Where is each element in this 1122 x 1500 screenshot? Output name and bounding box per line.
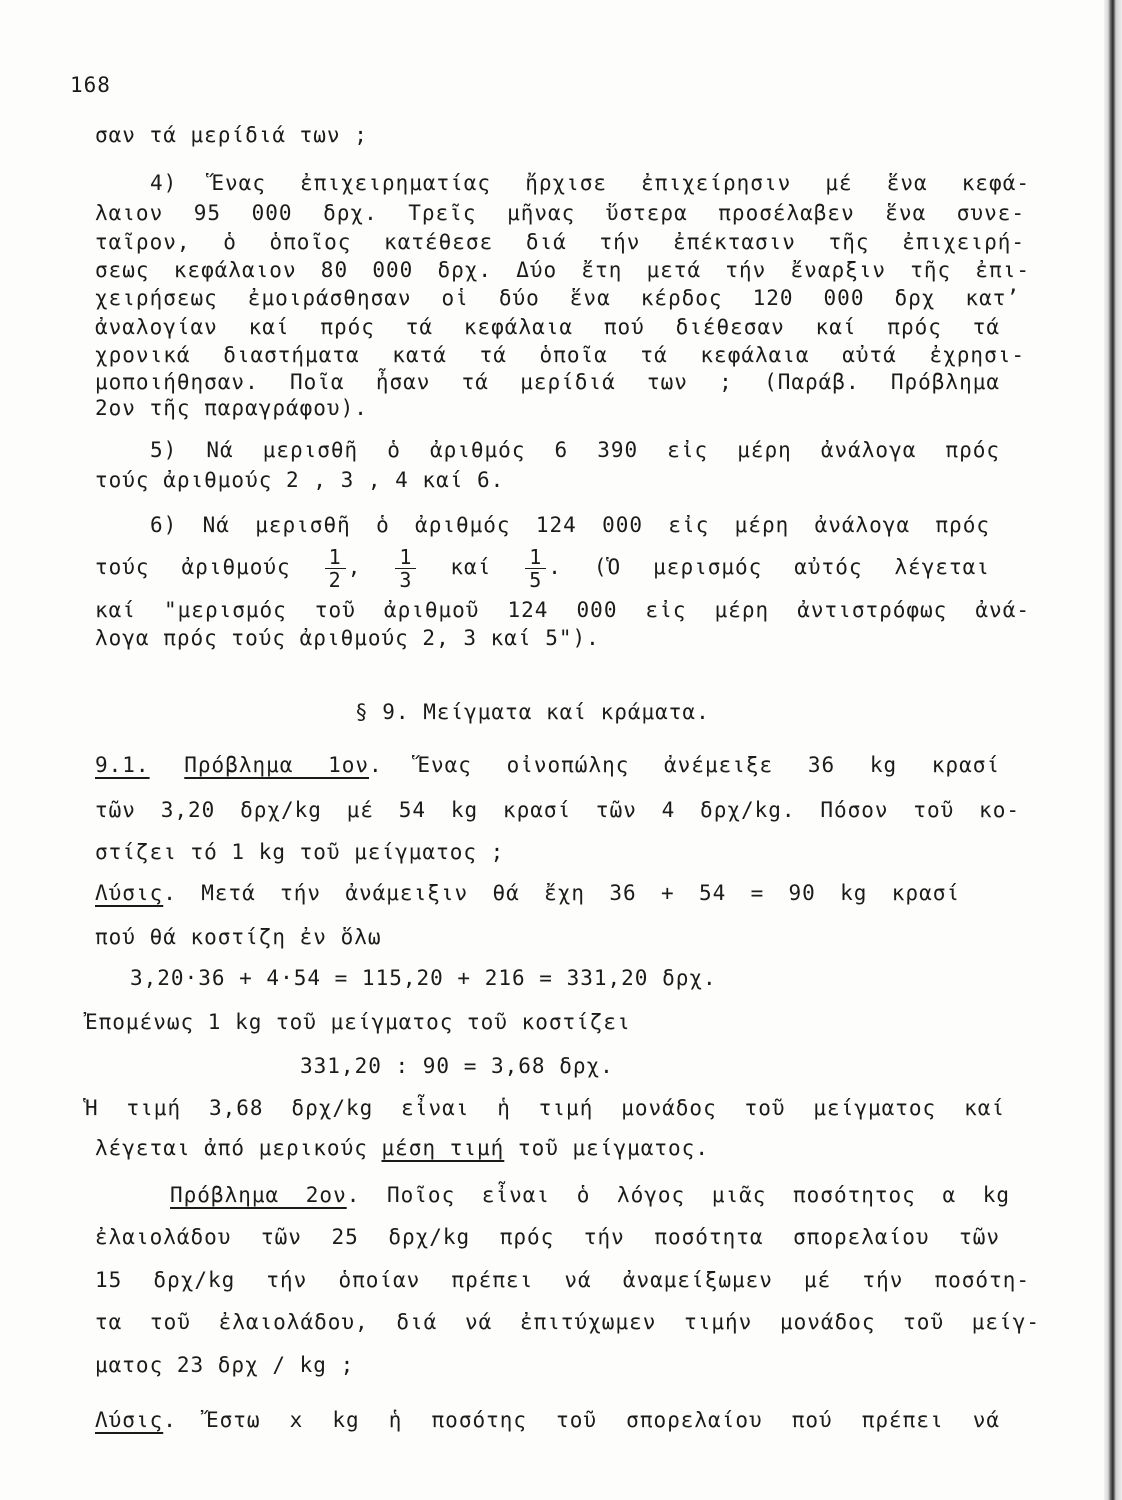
equation: 331,20 : 90 = 3,68 δρχ. xyxy=(300,1054,614,1078)
text-segment: καί xyxy=(450,555,492,579)
page-number: 168 xyxy=(70,73,111,97)
text-segment: . Ἕνας οἰνοπώλης ἀνέμειξε 36 kg κρασί xyxy=(369,753,1000,777)
text-line: χρονικά διαστήματα κατά τά ὁποῖα τά κεφάλαια αὐτά ἐχρησι- xyxy=(95,343,1025,367)
fraction-line xyxy=(95,540,990,594)
text-line: στίζει τό 1 kg τοῦ μείγματος ; xyxy=(95,840,505,864)
text-line: 15 δρχ/kg τήν ὁποίαν πρέπει νά ἀναμείξωμεν μέ τήν ποσότη- xyxy=(95,1268,1030,1292)
fraction xyxy=(395,546,416,591)
text-line xyxy=(95,878,960,908)
text-line: λαιον 95 000 δρχ. Τρεῖς μῆνας ὕστερα προσέλαβεν ἕνα συνε- xyxy=(95,201,1025,225)
problem-title: Πρόβλημα 2ον xyxy=(170,1183,347,1207)
underlined-term: μέση τιμή xyxy=(381,1136,505,1160)
text-segment: τοῦ μείγματος. xyxy=(504,1136,709,1160)
problem-title: Πρόβλημα 1ον xyxy=(184,753,370,777)
text-line: 6) Νά μερισθῆ ὁ ἀριθμός 124 000 εἰς μέρη ἀνάλογα πρός xyxy=(150,513,990,537)
denominator: 3 xyxy=(395,568,416,591)
text-line: πού θά κοστίζη ἐν ὅλω xyxy=(95,925,382,949)
text-line: χειρήσεως ἐμοιράσθησαν οἱ δύο ἕνα κέρδος 120 000 δρχ κατ’ xyxy=(95,286,1020,310)
section-heading: § 9. Μείγματα καί κράματα. xyxy=(355,700,710,724)
denominator: 2 xyxy=(325,568,346,591)
text-line: τῶν 3,20 δρχ/kg μέ 54 kg κρασί τῶν 4 δρχ/kg. Πόσον τοῦ κο- xyxy=(95,798,1020,822)
solution-label: Λύσις xyxy=(95,1408,164,1432)
solution-label: Λύσις xyxy=(95,881,164,905)
problem-number: 9.1. xyxy=(95,753,150,777)
text-line: Ἡ τιμή 3,68 δρχ/kg εἶναι ἡ τιμή μονάδος τοῦ μείγματος καί xyxy=(85,1096,1005,1120)
text-line: σεως κεφάλαιον 80 000 δρχ. Δύο ἔτη μετά τήν ἔναρξιν τῆς ἐπι- xyxy=(95,258,1030,282)
numerator: 1 xyxy=(399,544,413,569)
text-line xyxy=(95,1133,709,1163)
denominator: 5 xyxy=(525,568,546,591)
text-line xyxy=(95,750,1000,780)
text-line: σαν τά μερίδιά των ; xyxy=(95,123,368,147)
fraction xyxy=(325,546,346,591)
text-segment: λέγεται ἀπό μερικούς xyxy=(95,1136,382,1160)
text-line: τούς ἀριθμούς 2 , 3 , 4 καί 6. xyxy=(95,468,505,492)
text-line: 5) Νά μερισθῆ ὁ ἀριθμός 6 390 εἰς μέρη ἀνάλογα πρός xyxy=(150,438,1000,462)
text-line xyxy=(95,1405,1000,1435)
text-segment: , xyxy=(347,555,362,579)
fraction xyxy=(525,546,546,591)
text-line: 4) Ἕνας ἐπιχειρηματίας ἤρχισε ἐπιχείρησιν μέ ἕνα κεφά- xyxy=(150,171,1030,195)
numerator: 1 xyxy=(328,544,342,569)
text-segment: . (Ὁ μερισμός αὐτός λέγεται xyxy=(548,555,990,579)
text-line: ἀναλογίαν καί πρός τά κεφάλαια πού διέθεσαν καί πρός τά xyxy=(95,315,1000,339)
text-segment: . Ποῖος εἶναι ὁ λόγος μιᾶς ποσότητος α kg xyxy=(346,1183,1011,1207)
text-line xyxy=(170,1180,1010,1210)
text-line: 2ον τῆς παραγράφου). xyxy=(95,396,368,420)
text-line: ταῖρον, ὁ ὁποῖος κατέθεσε διά τήν ἐπέκτασιν τῆς ἐπιχειρή- xyxy=(95,230,1025,254)
text-line: λογα πρός τούς ἀριθμούς 2, 3 καί 5"). xyxy=(95,626,600,650)
text-line: ἐλαιολάδου τῶν 25 δρχ/kg πρός τήν ποσότητα σπορελαίου τῶν xyxy=(95,1225,1000,1249)
text-segment: . Ἔστω x kg ἡ ποσότης τοῦ σπορελαίου πού πρέπει νά xyxy=(163,1408,1000,1432)
text-line: καί "μερισμός τοῦ ἀριθμοῦ 124 000 εἰς μέρη ἀντιστρόφως ἀνά- xyxy=(95,598,1030,622)
text-line: μοποιήθησαν. Ποῖα ἦσαν τά μερίδιά των ; (Παράβ. Πρόβλημα xyxy=(95,370,1000,394)
numerator: 1 xyxy=(529,544,543,569)
text-line: Ἐπομένως 1 kg τοῦ μείγματος τοῦ κοστίζει xyxy=(85,1010,631,1034)
text-line: τα τοῦ ἐλαιολάδου, διά νά ἐπιτύχωμεν τιμήν μονάδος τοῦ μείγ- xyxy=(95,1310,1040,1334)
equation: 3,20·36 + 4·54 = 115,20 + 216 = 331,20 δρχ. xyxy=(130,966,717,990)
text-segment: τούς ἀριθμούς xyxy=(95,555,291,579)
scan-edge xyxy=(1104,0,1122,1500)
text-segment: . Μετά τήν ἀνάμειξιν θά ἔχη 36 + 54 = 90 kg κρασί xyxy=(163,881,960,905)
text-line: ματος 23 δρχ / kg ; xyxy=(95,1353,355,1377)
